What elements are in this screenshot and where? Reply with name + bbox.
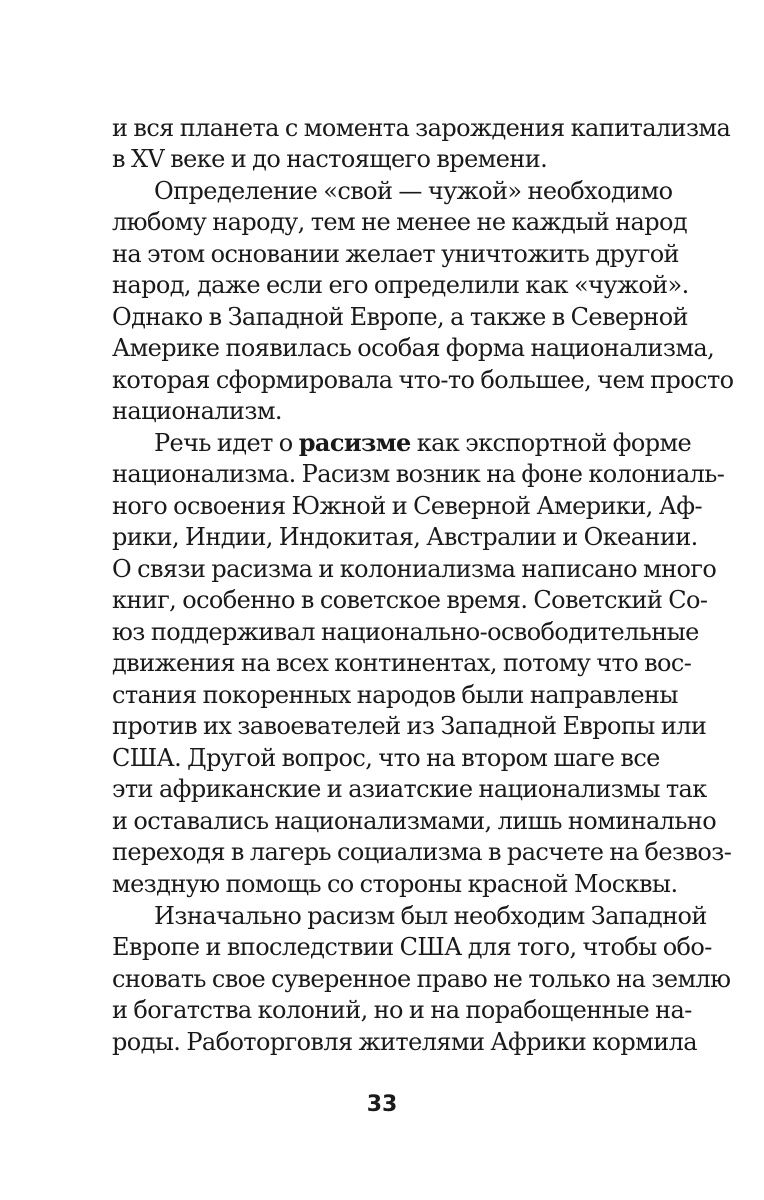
- text-line: Однако в Западной Европе, а также в Северной: [112, 303, 688, 331]
- text-line: роды. Работорговля жителями Африки кормила: [112, 1028, 697, 1056]
- text-line: США. Другой вопрос, что на втором шаге все: [112, 744, 660, 772]
- text-line: О связи расизма и колониализма написано много: [112, 555, 717, 583]
- text-line: в XV веке и до настоящего времени.: [112, 145, 548, 173]
- text-line: юз поддерживал национально-освободительные: [112, 618, 699, 646]
- text-line: любому народу, тем не менее не каждый народ: [112, 208, 688, 236]
- text-line: мездную помощь со стороны красной Москвы.: [112, 870, 678, 898]
- text-line: рики, Индии, Индокитая, Австралии и Океании.: [112, 523, 698, 551]
- bold-term: расизме: [298, 428, 411, 457]
- text-line: на этом основании желает уничтожить другой: [112, 240, 679, 268]
- text-line: сновать свое суверенное право не только на землю: [112, 965, 731, 993]
- text-line: ного освоения Южной и Северной Америки, Аф-: [112, 492, 702, 520]
- text-fragment: Речь идет о: [154, 429, 299, 457]
- paragraph-start-line: Определение «свой — чужой» необходимо: [154, 177, 673, 205]
- text-line: народ, даже если его определили как «чужой».: [112, 271, 689, 299]
- paragraph-start-line: [154, 427, 692, 459]
- text-line: против их завоевателей из Западной Европы или: [112, 712, 707, 740]
- text-line: и оставались национализмами, лишь номинально: [112, 807, 717, 835]
- text-line: которая сформировала что-то большее, чем просто: [112, 366, 734, 394]
- page-number: 33: [366, 1092, 398, 1117]
- text-line: переходя в лагерь социализма в расчете на безвоз-: [112, 838, 732, 866]
- text-line: национализм.: [112, 397, 282, 425]
- text-line: Америке появилась особая форма национализма,: [112, 334, 715, 362]
- text-line: движения на всех континентах, потому что вос-: [112, 649, 692, 677]
- text-line: стания покоренных народов были направлены: [112, 681, 678, 709]
- text-line: национализма. Расизм возник на фоне колониаль-: [112, 460, 725, 488]
- text-line: Европе и впоследствии США для того, чтобы обо-: [112, 933, 712, 961]
- text-line: книг, особенно в советское время. Советский Со-: [112, 586, 708, 614]
- text-line: эти африканские и азиатские национализмы так: [112, 775, 707, 803]
- text-line: и вся планета с момента зарождения капитализма: [112, 114, 731, 142]
- text-line: и богатства колоний, но и на порабощенные на-: [112, 996, 692, 1024]
- text-fragment: как экспортной форме: [410, 429, 692, 457]
- paragraph-start-line: Изначально расизм был необходим Западной: [154, 902, 707, 930]
